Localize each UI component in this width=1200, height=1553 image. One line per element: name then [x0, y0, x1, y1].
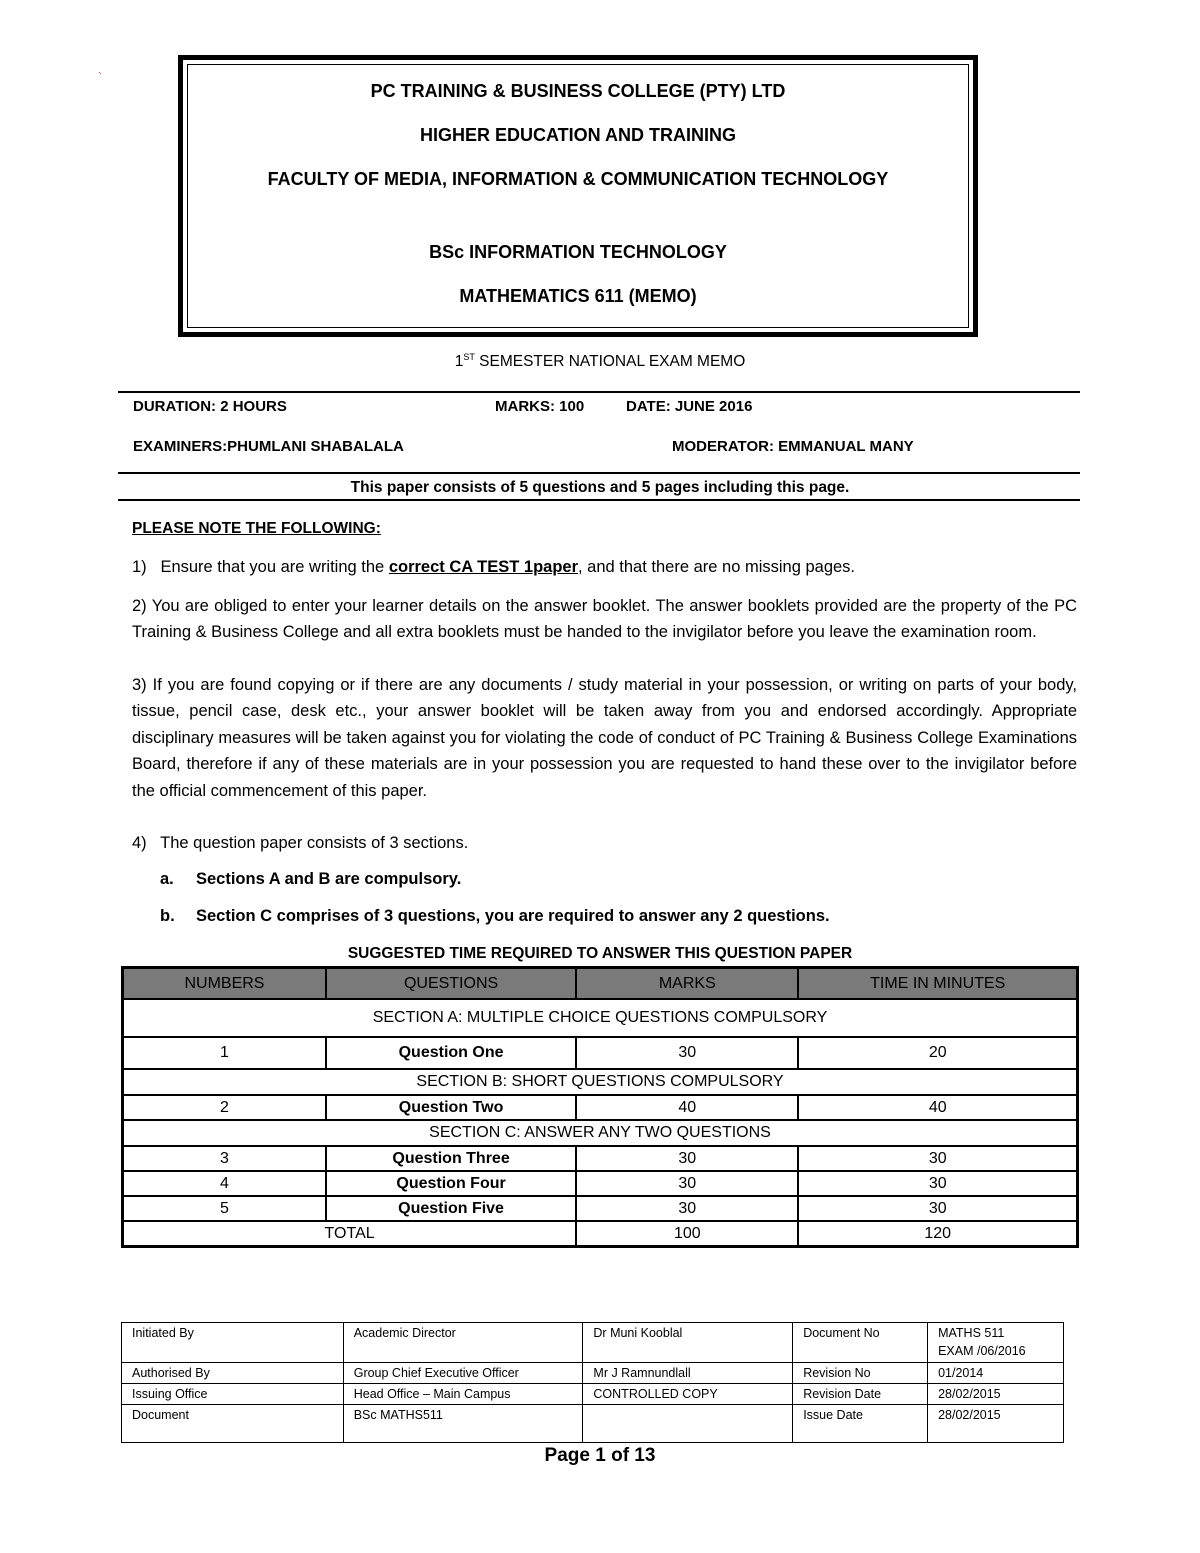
cell-number: 1 [123, 1037, 326, 1069]
control-cell: Revision Date [793, 1384, 928, 1405]
section-b-label: SECTION B: SHORT QUESTIONS COMPULSORY [123, 1069, 1078, 1095]
note-1 [132, 554, 1077, 580]
column-header: MARKS [576, 968, 798, 1000]
note-2: 2) You are obliged to enter your learner details on the answer booklet. The answer booklets provided are the property of the PC Training & Business College and all extra booklets must be handed to the invigilator before you leave the examination room. [132, 597, 1077, 642]
cell-marks: 30 [576, 1171, 798, 1196]
cell-time: 30 [798, 1171, 1077, 1196]
cell-number: 4 [123, 1171, 326, 1196]
cell-time: 30 [798, 1196, 1077, 1221]
divider [118, 472, 1080, 474]
cell-marks: 40 [576, 1095, 798, 1120]
table-row [123, 1095, 1078, 1120]
control-cell: Group Chief Executive Officer [343, 1363, 583, 1384]
page-number: Page 1 of 13 [544, 1445, 656, 1466]
control-cell: Authorised By [122, 1363, 344, 1384]
cell-question: Question Four [326, 1171, 576, 1196]
time-table-caption: SUGGESTED TIME REQUIRED TO ANSWER THIS QUESTION PAPER [347, 945, 853, 962]
document-control-table [121, 1322, 1064, 1443]
total-row [123, 1221, 1078, 1247]
divider [118, 391, 1080, 393]
cell-time: 30 [798, 1146, 1077, 1171]
stray-mark: ` [98, 70, 102, 84]
sub-note-b-label: b. [160, 907, 175, 925]
total-label: TOTAL [123, 1221, 577, 1247]
cell-marks: 30 [576, 1196, 798, 1221]
note-3: 3) If you are found copying or if there are any documents / study material in your possession, or writing on parts of your body, tissue, pencil case, desk etc., your answer booklet will be taken away from you and endorsed accordingly. Appropriate disciplinary measures will be taken against you for violating the code of conduct of PC Training & Business College Examinations Board, therefore if any of these materials are in your possession you are requested to hand these over to the invigilator before the official commencement of this paper. [132, 676, 1077, 800]
faculty-name: FACULTY OF MEDIA, INFORMATION & COMMUNICATION TECHNOLOGY [267, 169, 889, 189]
control-cell: 28/02/2015 [928, 1405, 1064, 1443]
note-1-emphasis: correct CA TEST 1paper [388, 558, 579, 576]
exam-title-number: 1 [454, 353, 464, 371]
control-cell: BSc MATHS511 [343, 1405, 583, 1443]
column-header: QUESTIONS [326, 968, 576, 1000]
exam-title [0, 352, 1200, 371]
cell-question: Question Five [326, 1196, 576, 1221]
column-header: TIME IN MINUTES [798, 968, 1077, 1000]
control-cell: 28/02/2015 [928, 1384, 1064, 1405]
note-4 [132, 830, 1077, 856]
cell-question: Question Two [326, 1095, 576, 1120]
control-cell: Academic Director [343, 1323, 583, 1363]
college-name: PC TRAINING & BUSINESS COLLEGE (PTY) LTD [370, 81, 786, 101]
control-row [122, 1363, 1064, 1384]
column-header: NUMBERS [123, 968, 326, 1000]
section-a-label: SECTION A: MULTIPLE CHOICE QUESTIONS COMPULSORY [123, 999, 1078, 1037]
programme-name: BSc INFORMATION TECHNOLOGY [429, 242, 727, 262]
title-box [178, 55, 978, 337]
total-time: 120 [798, 1221, 1077, 1247]
cell-question: Question Three [326, 1146, 576, 1171]
control-row [122, 1405, 1064, 1443]
subject-name: MATHEMATICS 611 (MEMO) [459, 286, 697, 306]
paper-info: This paper consists of 5 questions and 5 pages including this page. [350, 479, 850, 496]
table-header-row [123, 968, 1078, 1000]
note-4-text: The question paper consists of 3 sections. [160, 834, 469, 852]
notes-heading: PLEASE NOTE THE FOLLOWING: [132, 520, 381, 537]
cell-time: 20 [798, 1037, 1077, 1069]
section-row [123, 999, 1078, 1037]
table-row [123, 1171, 1078, 1196]
exam-title-text: SEMESTER NATIONAL EXAM MEMO [474, 353, 746, 371]
marks: MARKS: 100 [495, 398, 585, 415]
duration: DURATION: 2 HOURS [133, 398, 287, 415]
note-1-text-end: , and that there are no missing pages. [578, 558, 856, 576]
sub-note-a-text: Sections A and B are compulsory. [196, 870, 462, 888]
control-cell: Document [122, 1405, 344, 1443]
table-row [123, 1146, 1078, 1171]
exam-title-superscript: ST [463, 352, 475, 362]
exam-date: DATE: JUNE 2016 [626, 398, 753, 415]
divider [118, 499, 1080, 501]
control-cell: CONTROLLED COPY [583, 1384, 793, 1405]
cell-marks: 30 [576, 1037, 798, 1069]
cell-number: 3 [123, 1146, 326, 1171]
division-name: HIGHER EDUCATION AND TRAINING [420, 125, 736, 145]
control-cell [583, 1405, 793, 1443]
control-cell: Revision No [793, 1363, 928, 1384]
note-1-number: 1) [132, 558, 147, 576]
note-1-text: Ensure that you are writing the [160, 558, 389, 576]
sub-note-a [160, 870, 461, 889]
examiners: EXAMINERS:PHUMLANI SHABALALA [133, 438, 404, 455]
time-table [121, 966, 1079, 1248]
section-c-label: SECTION C: ANSWER ANY TWO QUESTIONS [123, 1120, 1078, 1146]
control-cell: Document No [793, 1323, 928, 1363]
sub-note-b-text: Section C comprises of 3 questions, you are required to answer any 2 questions. [196, 907, 830, 925]
cell-time: 40 [798, 1095, 1077, 1120]
moderator: MODERATOR: EMMANUAL MANY [672, 438, 914, 455]
control-cell: 01/2014 [928, 1363, 1064, 1384]
control-cell: Issuing Office [122, 1384, 344, 1405]
control-cell: Head Office – Main Campus [343, 1384, 583, 1405]
table-row [123, 1196, 1078, 1221]
control-cell: Mr J Ramnundlall [583, 1363, 793, 1384]
sub-note-b [160, 907, 830, 926]
sub-note-a-label: a. [160, 870, 174, 888]
section-row [123, 1069, 1078, 1095]
cell-number: 5 [123, 1196, 326, 1221]
cell-marks: 30 [576, 1146, 798, 1171]
note-4-number: 4) [132, 834, 147, 852]
cell-number: 2 [123, 1095, 326, 1120]
control-cell: Dr Muni Kooblal [583, 1323, 793, 1363]
control-row [122, 1323, 1064, 1363]
control-row [122, 1384, 1064, 1405]
control-cell: Initiated By [122, 1323, 344, 1363]
section-row [123, 1120, 1078, 1146]
control-cell: Issue Date [793, 1405, 928, 1443]
cell-question: Question One [326, 1037, 576, 1069]
total-marks: 100 [576, 1221, 798, 1247]
control-cell: MATHS 511 EXAM /06/2016 [928, 1323, 1064, 1363]
table-row [123, 1037, 1078, 1069]
